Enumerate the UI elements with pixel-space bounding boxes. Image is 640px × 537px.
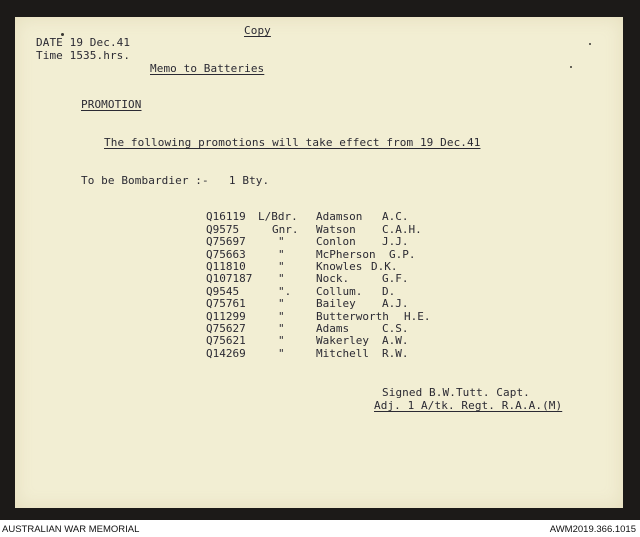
rank: " — [278, 322, 285, 335]
rank: " — [278, 272, 285, 285]
signed-line: Signed B.W.Tutt. Capt. — [382, 386, 530, 399]
service-number: Q75761 — [206, 297, 246, 310]
to-be-bombardier-line: To be Bombardier :- 1 Bty. — [81, 174, 270, 187]
initials: G.P. — [389, 248, 416, 261]
time-line: Time 1535.hrs. — [36, 49, 131, 62]
service-number: Q11810 — [206, 260, 246, 273]
surname: Wakerley — [316, 334, 369, 347]
list-item — [0, 335, 640, 348]
rank: ". — [278, 285, 292, 298]
surname: Conlon — [316, 235, 356, 248]
initials: A.W. — [382, 334, 409, 347]
service-number: Q75663 — [206, 248, 246, 261]
initials: R.W. — [382, 347, 409, 360]
service-number: Q75627 — [206, 322, 246, 335]
surname: Adamson — [316, 210, 363, 223]
rank: " — [278, 235, 285, 248]
service-number: Q11299 — [206, 310, 246, 323]
rank: L/Bdr. — [258, 210, 298, 223]
rank: " — [278, 297, 285, 310]
service-number: Q16119 — [206, 210, 246, 223]
promotion-intro: The following promotions will take effect from 19 Dec.41 — [104, 136, 481, 149]
surname: Butterworth — [316, 310, 389, 323]
rank: Gnr. — [272, 223, 299, 236]
rank: " — [278, 260, 285, 273]
archive-footer — [0, 523, 640, 537]
service-number: Q14269 — [206, 347, 246, 360]
initials: A.J. — [382, 297, 409, 310]
service-number: Q9575 — [206, 223, 240, 236]
unit-line: Adj. 1 A/tk. Regt. R.A.A.(M) — [374, 399, 563, 412]
initials: A.C. — [382, 210, 409, 223]
initials: C.S. — [382, 322, 409, 335]
rank: " — [278, 347, 285, 360]
service-number: Q75621 — [206, 334, 246, 347]
surname: Adams — [316, 322, 350, 335]
surname: Mitchell — [316, 347, 369, 360]
list-item — [0, 298, 640, 311]
list-item — [0, 348, 640, 361]
surname: McPherson — [316, 248, 376, 261]
surname: Watson — [316, 223, 356, 236]
copy-label: Copy — [244, 24, 271, 37]
service-number: Q75697 — [206, 235, 246, 248]
ink-speck — [589, 43, 591, 45]
rank: " — [278, 334, 285, 347]
accession-number: AWM2019.366.1015 — [549, 524, 636, 535]
list-item — [0, 211, 640, 224]
ink-speck — [570, 66, 572, 68]
surname: Bailey — [316, 297, 356, 310]
institution-label: AUSTRALIAN WAR MEMORIAL — [2, 524, 140, 535]
initials: D.K. — [371, 260, 398, 273]
promotion-heading: PROMOTION — [81, 98, 142, 111]
rank: " — [278, 248, 285, 261]
list-item — [0, 236, 640, 249]
service-number: Q9545 — [206, 285, 240, 298]
initials: J.J. — [382, 235, 409, 248]
initials: D. — [382, 285, 396, 298]
service-number: Q107187 — [206, 272, 253, 285]
surname: Collum. — [316, 285, 363, 298]
initials: G.F. — [382, 272, 409, 285]
list-item — [0, 273, 640, 286]
initials: H.E. — [404, 310, 431, 323]
rank: " — [278, 310, 285, 323]
date-line: DATE 19 Dec.41 — [36, 36, 131, 49]
memo-title: Memo to Batteries — [150, 62, 265, 75]
surname: Knowles — [316, 260, 363, 273]
initials: C.A.H. — [382, 223, 422, 236]
surname: Nock. — [316, 272, 350, 285]
